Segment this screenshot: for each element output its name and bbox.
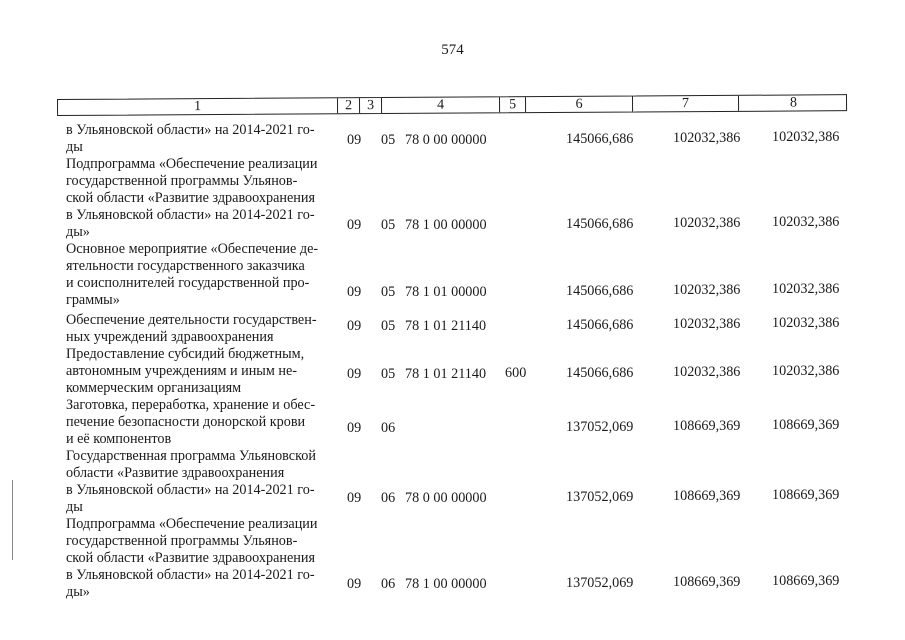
row-7-v2019: 137052,069 xyxy=(566,488,634,505)
row-5-vr: 600 xyxy=(505,365,527,382)
row-8-name xyxy=(66,516,338,601)
row-4-pr: 05 xyxy=(381,317,396,334)
header-col-4: 4 xyxy=(382,97,500,113)
row-text-line: Основное мероприятие «Обеспечение де- xyxy=(66,241,319,257)
row-text-line: Государственная программа Ульяновской xyxy=(66,448,316,464)
row-6-v2019: 137052,069 xyxy=(566,418,634,435)
row-text-line: Подпрограмма «Обеспечение реализации xyxy=(66,516,318,532)
row-3-v2021: 102032,386 xyxy=(772,281,840,298)
row-text-line: и её компонентов xyxy=(66,431,172,447)
row-8-csr: 78 1 00 00000 xyxy=(405,575,487,592)
row-5-v2020: 102032,386 xyxy=(673,364,741,381)
row-text-line: государственной программы Ульянов- xyxy=(66,173,298,189)
row-2-pr: 05 xyxy=(381,216,396,233)
row-4-rz: 09 xyxy=(347,318,362,334)
header-col-8: 8 xyxy=(789,95,798,111)
page-number: 574 xyxy=(441,42,464,58)
row-7-v2021: 108669,369 xyxy=(772,487,840,504)
row-text-line: ятельности государственного заказчика xyxy=(66,258,305,274)
row-5-name xyxy=(66,346,338,397)
row-text-line: государственной программы Ульянов- xyxy=(66,533,298,549)
row-text-line: ных учреждений здравоохранения xyxy=(66,329,274,345)
row-1-pr: 05 xyxy=(381,131,396,148)
row-4-csr: 78 1 01 21140 xyxy=(405,317,487,334)
row-1-csr: 78 0 00 00000 xyxy=(405,131,487,148)
row-text-line: Заготовка, переработка, хранение и обес- xyxy=(66,397,316,413)
row-4-v2019: 145066,686 xyxy=(566,316,634,333)
row-5-v2021: 102032,386 xyxy=(772,363,840,380)
margin-line xyxy=(12,480,13,560)
row-8-pr: 06 xyxy=(381,575,396,592)
table-header xyxy=(57,94,847,116)
row-1-name xyxy=(66,122,338,156)
row-7-rz: 09 xyxy=(347,490,362,506)
row-6-v2021: 108669,369 xyxy=(772,417,840,434)
row-text-line: в Ульяновской области» на 2014-2021 го- xyxy=(66,122,315,138)
row-text-line: граммы» xyxy=(66,292,120,308)
row-2-rz: 09 xyxy=(347,217,362,233)
row-2-csr: 78 1 00 00000 xyxy=(405,216,487,233)
row-3-v2020: 102032,386 xyxy=(673,282,741,299)
row-1-v2020: 102032,386 xyxy=(673,130,741,147)
row-text-line: ды xyxy=(66,499,83,515)
row-8-v2021: 108669,369 xyxy=(772,573,840,590)
header-col-6: 6 xyxy=(526,96,633,112)
row-6-v2020: 108669,369 xyxy=(673,418,741,435)
row-3-csr: 78 1 01 00000 xyxy=(405,283,487,300)
header-col-5: 5 xyxy=(500,97,526,112)
row-8-v2019: 137052,069 xyxy=(566,574,634,591)
row-7-csr: 78 0 00 00000 xyxy=(405,489,487,506)
row-text-line: ды» xyxy=(66,224,90,240)
header-col-7: 7 xyxy=(633,96,739,112)
row-5-csr: 78 1 01 21140 xyxy=(405,365,487,382)
row-4-v2020: 102032,386 xyxy=(673,316,741,333)
row-text-line: ды xyxy=(66,139,83,155)
row-5-v2019: 145066,686 xyxy=(566,364,634,381)
row-3-pr: 05 xyxy=(381,283,396,300)
row-text-line: ской области «Развитие здравоохранения xyxy=(66,550,315,566)
row-3-name xyxy=(66,241,338,309)
row-1-rz: 09 xyxy=(347,132,362,148)
header-col-1: 1 xyxy=(58,98,338,115)
row-text-line: области «Развитие здравоохранения xyxy=(66,465,285,481)
row-3-v2019: 145066,686 xyxy=(566,282,634,299)
row-1-v2019: 145066,686 xyxy=(566,130,634,147)
row-text-line: в Ульяновской области» на 2014-2021 го- xyxy=(66,482,315,498)
row-5-pr: 05 xyxy=(381,365,396,382)
row-text-line: в Ульяновской области» на 2014-2021 го- xyxy=(66,567,315,583)
row-6-pr: 06 xyxy=(381,419,396,436)
row-text-line: в Ульяновской области» на 2014-2021 го- xyxy=(66,207,315,223)
row-2-v2020: 102032,386 xyxy=(673,215,741,232)
row-text-line: Обеспечение деятельности государствен- xyxy=(66,312,317,328)
row-6-rz: 09 xyxy=(347,420,362,436)
header-col-3: 3 xyxy=(360,98,382,113)
row-4-v2021: 102032,386 xyxy=(772,315,840,332)
row-text-line: коммерческим организациям xyxy=(66,380,242,396)
row-text-line: автономным учреждениям и иным не- xyxy=(66,363,297,379)
row-1-v2021: 102032,386 xyxy=(772,129,840,146)
row-2-name xyxy=(66,156,338,241)
row-2-v2019: 145066,686 xyxy=(566,215,634,232)
row-text-line: Подпрограмма «Обеспечение реализации xyxy=(66,156,318,172)
row-8-rz: 09 xyxy=(347,576,362,592)
row-text-line: ской области «Развитие здравоохранения xyxy=(66,190,315,206)
row-6-name xyxy=(66,397,338,448)
row-7-v2020: 108669,369 xyxy=(673,488,741,505)
row-7-name xyxy=(66,448,338,516)
row-8-v2020: 108669,369 xyxy=(673,574,741,591)
header-col-2: 2 xyxy=(338,98,360,113)
row-text-line: и соисполнителей государственной про- xyxy=(66,275,310,291)
row-7-pr: 06 xyxy=(381,489,396,506)
row-5-rz: 09 xyxy=(347,366,362,382)
row-text-line: печение безопасности донорской крови xyxy=(66,414,306,430)
row-3-rz: 09 xyxy=(347,284,362,300)
row-text-line: ды» xyxy=(66,584,90,600)
row-4-name xyxy=(66,312,338,346)
row-text-line: Предоставление субсидий бюджетным, xyxy=(66,346,305,362)
row-2-v2021: 102032,386 xyxy=(772,214,840,231)
